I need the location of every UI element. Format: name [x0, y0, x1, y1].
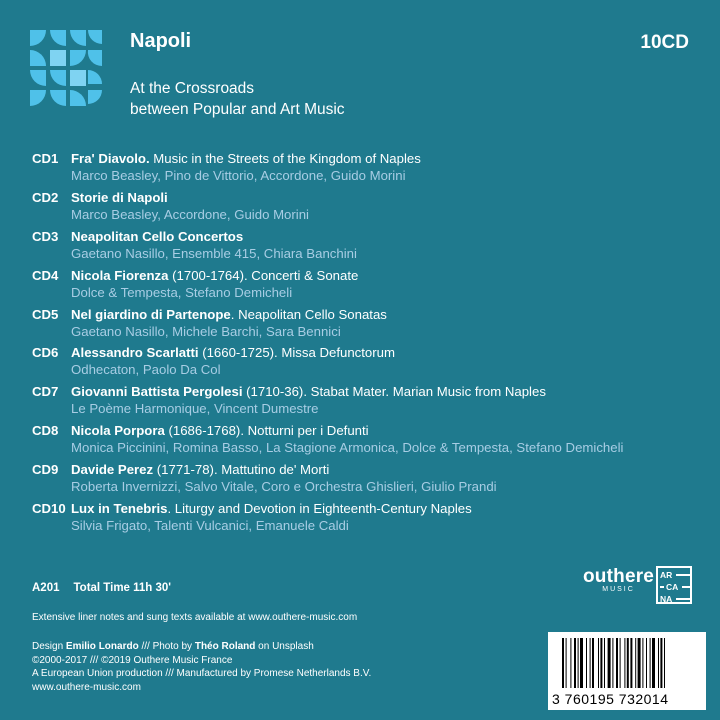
cd-performers: Roberta Invernizzi, Salvo Vitale, Coro e Orchestra Ghislieri, Giulio Prandi	[71, 479, 497, 495]
cd-title: Nicola Porpora	[71, 423, 165, 439]
cd-title: Davide Perez	[71, 462, 154, 478]
cd-number: CD2	[32, 189, 59, 205]
cd-performers: Gaetano Nasillo, Michele Barchi, Sara Bennici	[71, 323, 341, 339]
cd-performers: Odhecaton, Paolo Da Col	[71, 362, 221, 378]
cd-performers: Marco Beasley, Pino de Vittorio, Accordone, Guido Morini	[71, 168, 406, 183]
album-subtitle	[130, 78, 345, 120]
copyright-line: ©2000-2017 /// ©2019 Outhere Music France	[32, 654, 233, 666]
track-row	[32, 150, 712, 189]
credits-block	[32, 640, 371, 694]
credits-design-line: Design Emilio Lonardo /// Photo by Théo Roland on Unsplash	[32, 641, 314, 652]
track-row	[32, 461, 712, 500]
cd-title: Nicola Fiorenza	[71, 267, 169, 283]
track-row	[32, 228, 712, 267]
cd-title: Alessandro Scarlatti	[71, 345, 199, 361]
cd-performers: Silvia Frigato, Talenti Vulcanici, Emanuele Caldi	[71, 518, 349, 534]
cd-title: Fra' Diavolo.	[71, 151, 150, 166]
cd-performers: Marco Beasley, Accordone, Guido Morini	[71, 206, 309, 222]
cd-number: CD8	[32, 423, 59, 439]
cd-number: CD1	[32, 151, 59, 166]
track-row	[32, 500, 712, 539]
cd-performers: Dolce & Tempesta, Stefano Demicheli	[71, 284, 293, 300]
designer-name: Emilio Lonardo	[65, 641, 139, 652]
track-row	[32, 344, 712, 383]
website-line: www.outhere-music.com	[32, 681, 141, 693]
barcode-bars	[562, 638, 694, 688]
cd-description: (1710-36). Stabat Mater. Marian Music from Naples	[242, 384, 546, 400]
cd-title: Lux in Tenebris	[71, 501, 168, 517]
cd-number: CD3	[32, 228, 59, 244]
barcode	[548, 632, 706, 710]
track-row	[32, 383, 712, 422]
track-row	[32, 306, 712, 345]
cd-title: Neapolitan Cello Concertos	[71, 228, 244, 244]
cd-description: (1660-1725). Missa Defunctorum	[198, 345, 395, 361]
cd-number: CD4	[32, 267, 59, 283]
cd-performers: Le Poème Harmonique, Vincent Dumestre	[71, 401, 319, 417]
arcana-logo: AR CA NA	[656, 566, 692, 604]
cd-number: CD5	[32, 306, 59, 322]
cd-performers: Monica Piccinini, Romina Basso, La Stagione Armonica, Dolce & Tempesta, Stefano Demicheli	[71, 440, 624, 456]
track-row	[32, 189, 712, 228]
cd-count: 10CD	[640, 32, 689, 53]
cd-description: (1700-1764). Concerti & Sonate	[168, 267, 359, 283]
barcode-digits: 3 760195 732014	[552, 691, 669, 707]
production-line: A European Union production /// Manufactured by Promese Netherlands B.V.	[32, 668, 372, 679]
track-row	[32, 267, 712, 306]
subtitle-line-2: between Popular and Art Music	[130, 101, 345, 118]
track-list	[32, 150, 712, 539]
cd-performers: Gaetano Nasillo, Ensemble 415, Chiara Banchini	[71, 245, 357, 261]
photographer-name: Théo Roland	[194, 641, 256, 652]
track-row	[32, 422, 712, 461]
outhere-music-logo: outhere MUSIC	[583, 566, 655, 593]
catalog-info	[32, 582, 185, 594]
cd-title: Giovanni Battista Pergolesi	[71, 384, 243, 400]
catalog-number: A201	[32, 582, 60, 594]
cd-title: Storie di Napoli	[71, 189, 168, 205]
cd-number: CD9	[32, 462, 59, 478]
cd-title: Nel giardino di Partenope	[71, 306, 231, 322]
cd-description: . Neapolitan Cello Sonatas	[230, 306, 387, 322]
napoli-pattern-logo	[28, 28, 104, 116]
cd-number: CD10	[32, 501, 66, 517]
cd-description: (1686-1768). Notturni per i Defunti	[164, 423, 369, 439]
album-title: Napoli	[130, 30, 192, 52]
cd-description: . Liturgy and Devotion in Eighteenth-Century Naples	[167, 501, 472, 517]
liner-notes-text: Extensive liner notes and sung texts available at www.outhere-music.com	[32, 612, 358, 623]
subtitle-line-1: At the Crossroads	[130, 80, 255, 97]
cd-description: (1771-78). Mattutino de' Morti	[153, 462, 330, 478]
cd-description: Music in the Streets of the Kingdom of Naples	[149, 151, 421, 166]
cd-number: CD7	[32, 384, 59, 400]
cd-number: CD6	[32, 345, 59, 361]
total-time: Total Time 11h 30'	[73, 582, 172, 594]
